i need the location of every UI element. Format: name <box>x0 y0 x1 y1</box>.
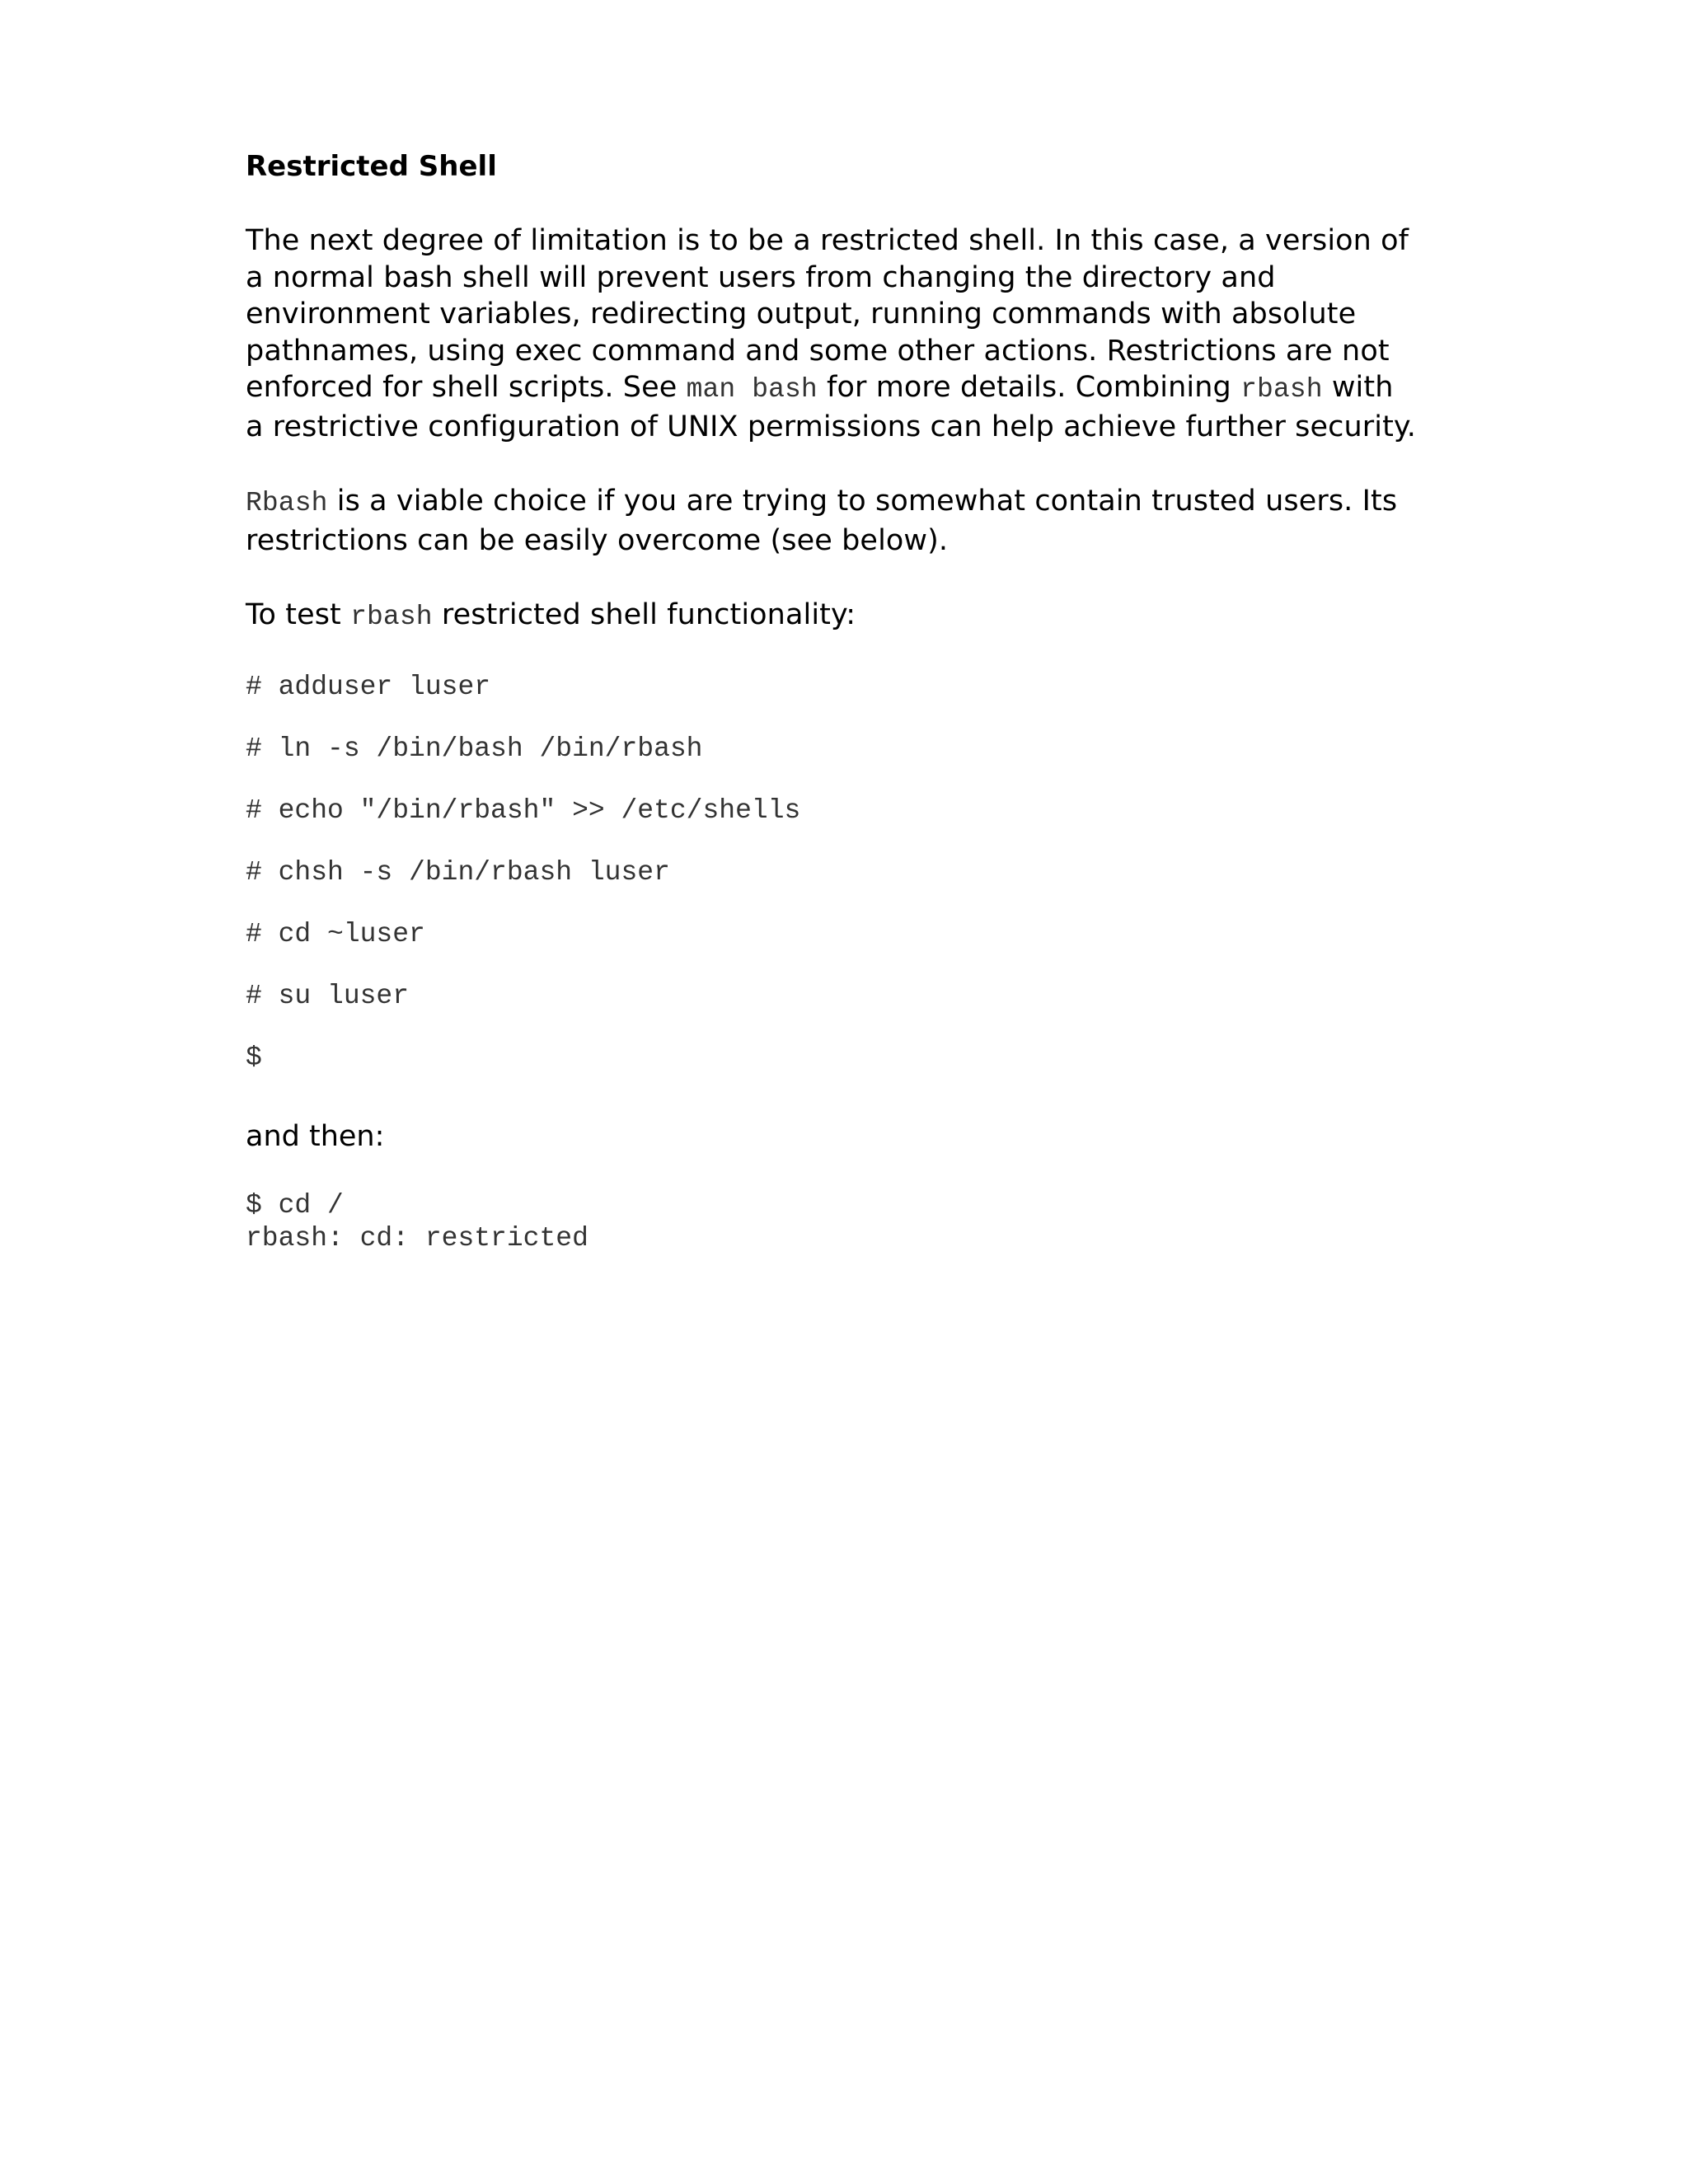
paragraph-test-rbash <box>246 597 1416 636</box>
section-heading: Restricted Shell <box>246 150 497 183</box>
command-line: # su luser <box>246 980 410 1011</box>
command-line: # ln -s /bin/bash /bin/rbash <box>246 733 703 764</box>
intro-text-3: with a restrictive configuration of UNIX permissions can help achieve further security. <box>246 371 1416 443</box>
final-command-line: rbash: cd: restricted <box>246 1222 588 1254</box>
document-page <box>246 148 1416 1255</box>
and-then-text: and then: <box>246 1119 385 1153</box>
inline-code-rbash: rbash <box>1240 374 1323 405</box>
command-line: $ <box>246 1042 262 1073</box>
test-text-1: To test <box>246 598 351 631</box>
paragraph-rbash-choice <box>246 483 1416 559</box>
command-list <box>246 671 1416 1075</box>
intro-text-2: for more details. Combining <box>817 371 1241 404</box>
inline-code-rbash-capital: Rbash <box>246 488 328 518</box>
inline-code-rbash-test: rbash <box>350 602 433 632</box>
intro-text-1: The next degree of limitation is to be a restricted shell. In this case, a version of a normal bash shell will prevent users from changing the directory and environment variables, redirecting output, running commands with absolute pathnames, using exec command and some other actions. Restrictions are not enforced for shell scripts. See <box>246 224 1409 404</box>
final-command-line: $ cd / <box>246 1189 344 1221</box>
command-line: # chsh -s /bin/rbash luser <box>246 856 670 888</box>
command-line: # adduser luser <box>246 671 491 702</box>
command-line: # echo "/bin/rbash" >> /etc/shells <box>246 794 801 826</box>
paragraph-restricted-shell-intro <box>246 223 1416 445</box>
final-command-block <box>246 1189 1416 1255</box>
command-line: # cd ~luser <box>246 918 425 949</box>
rbash-choice-text: is a viable choice if you are trying to somewhat contain trusted users. Its restrictions can be easily overcome (see below). <box>246 485 1398 557</box>
test-text-2: restricted shell functionality: <box>432 598 856 631</box>
inline-code-man-bash: man bash <box>686 374 818 405</box>
